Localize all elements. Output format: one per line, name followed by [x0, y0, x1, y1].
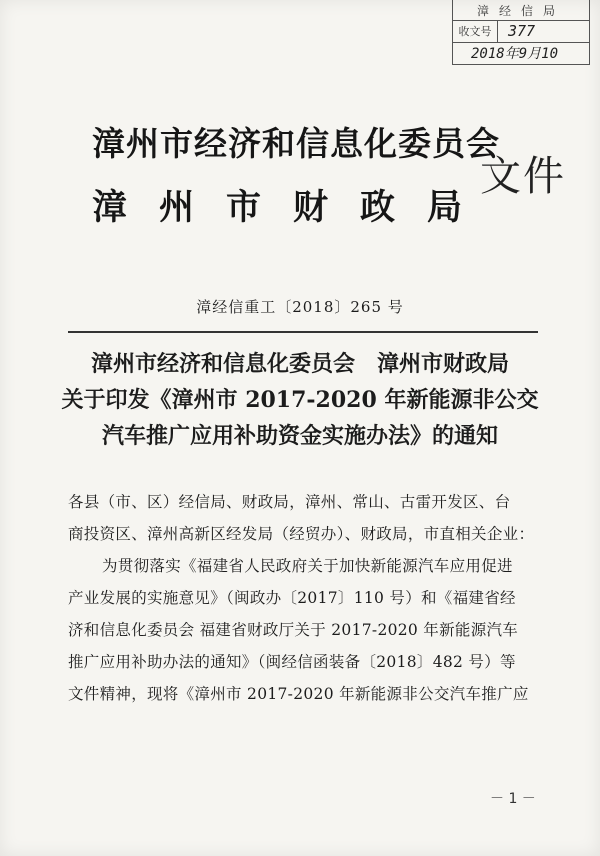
page-number: － 1 － [490, 791, 536, 807]
title-line-2: 关于印发《漳州市 2017-2020 年新能源非公交 [61, 387, 539, 413]
stamp-number-row [453, 20, 589, 43]
document-title [50, 346, 550, 454]
title-line-3: 汽车推广应用补助资金实施办法》的通知 [101, 423, 498, 449]
issuer-line-2: 漳州市财政局 [92, 187, 495, 228]
body-line: 产业发展的实施意见》（闽政办〔2017〕110 号）和《福建省经 [68, 589, 516, 607]
stamp-date: 2018年9月10 [471, 45, 559, 62]
issuer-line-1: 漳州市经济和信息化委员会 [92, 124, 500, 163]
body-line: 推广应用补助办法的通知》（闽经信函装备〔2018〕482 号）等 [68, 653, 516, 671]
document-body [68, 486, 548, 710]
title-line-1: 漳州市经济和信息化委员会 漳州市财政局 [90, 351, 509, 377]
stamp-header: 漳经信局 [453, 0, 589, 21]
body-line: 为贯彻落实《福建省人民政府关于加快新能源汽车应用促进 [102, 557, 513, 575]
stamp-date-row [453, 42, 589, 63]
body-line: 文件精神，现将《漳州市 2017-2020 年新能源非公交汽车推广应 [68, 685, 529, 703]
receipt-stamp [452, 0, 590, 65]
body-line: 济和信息化委员会 福建省财政厅关于 2017-2020 年新能源汽车 [68, 621, 519, 639]
document-number: 漳经信重工〔2018〕265 号 [196, 298, 404, 316]
document-label: 文件 [480, 152, 566, 200]
body-line: 商投资区、漳州高新区经发局（经贸办）、财政局，市直相关企业： [68, 525, 535, 543]
header-rule [68, 331, 538, 333]
stamp-number: 377 [508, 22, 536, 40]
stamp-number-label: 收文号 [453, 20, 498, 42]
body-line: 各县（市、区）经信局、财政局，漳州、常山、古雷开发区、台 [68, 493, 511, 511]
